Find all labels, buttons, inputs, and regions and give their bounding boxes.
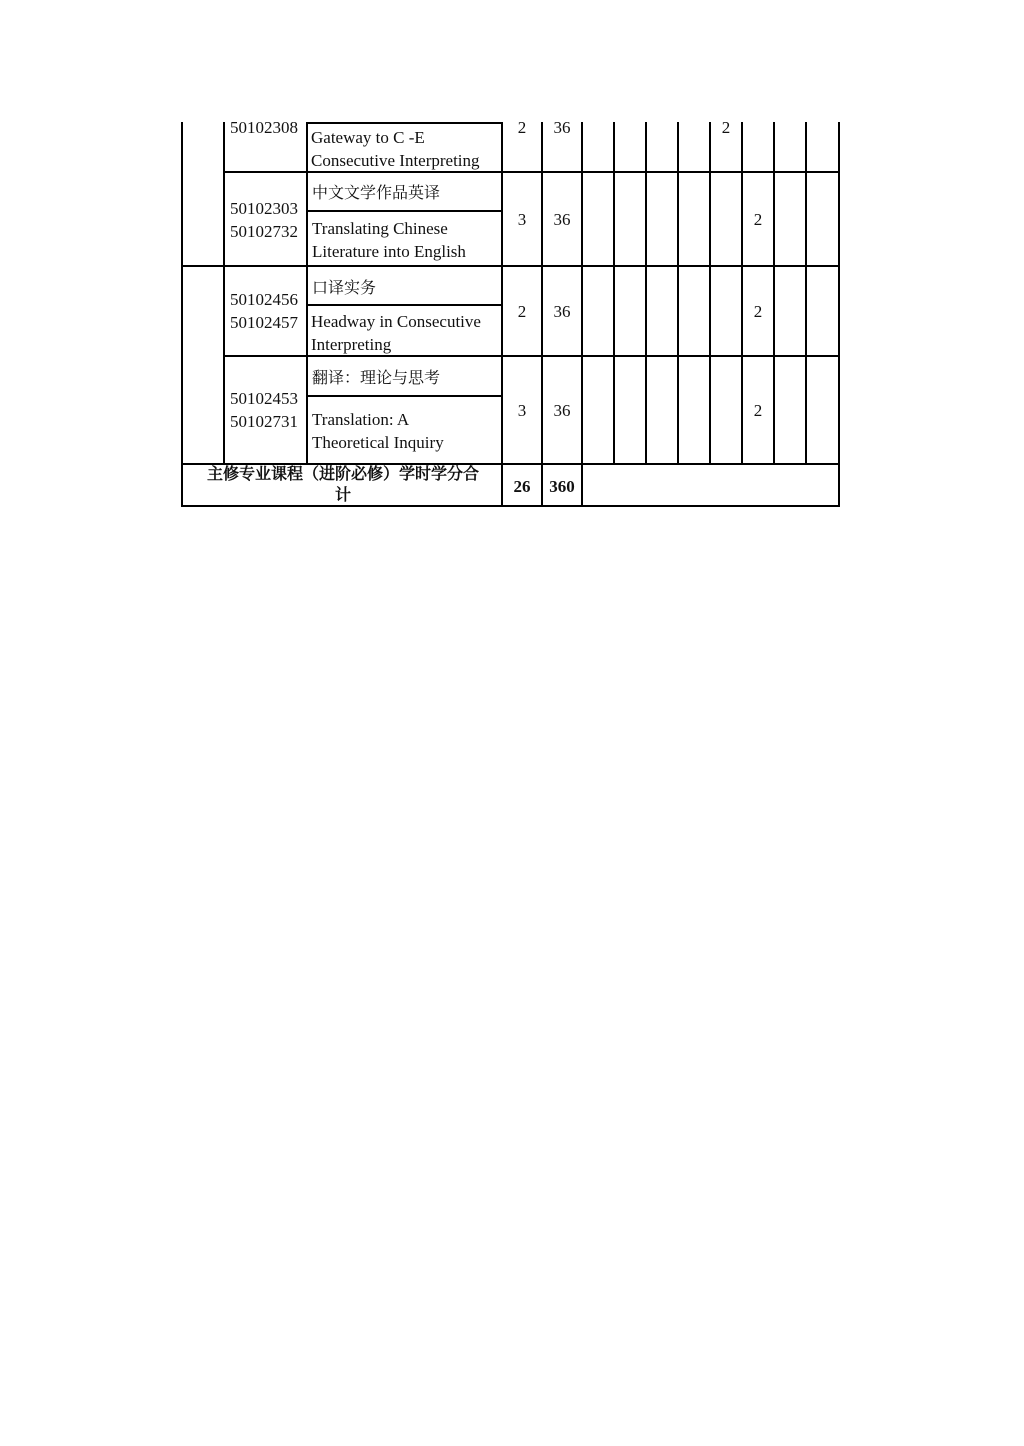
semester-value: 2 [753, 210, 763, 229]
semester-divider-1 [613, 122, 615, 464]
course-code: 50102457 [230, 313, 298, 332]
course-title-en-line2: Consecutive Interpreting [311, 151, 480, 170]
semester-divider-4 [709, 122, 711, 464]
semester-divider-2 [645, 122, 647, 464]
hours-cell: 36 [553, 118, 571, 137]
table-border-left [181, 122, 183, 507]
course-code: 50102453 [230, 389, 298, 408]
credits-cell: 3 [517, 401, 527, 420]
course-code: 50102303 [230, 199, 298, 218]
credits-cell: 3 [517, 210, 527, 229]
semester-divider-3 [677, 122, 679, 464]
credits-cell: 2 [517, 118, 527, 137]
course-title-zh: 中文文学作品英译 [312, 183, 441, 202]
course-code: 50102456 [230, 290, 298, 309]
total-label-line2: 计 [334, 485, 351, 504]
course-title-en-line1: Translating Chinese [312, 219, 448, 238]
course-title-en-line2: Theoretical Inquiry [312, 433, 444, 452]
group-divider [223, 122, 225, 464]
hours-cell: 36 [553, 210, 571, 229]
title-split-row2 [306, 210, 502, 212]
course-code: 50102308 [230, 118, 298, 137]
semester-divider-7 [805, 122, 807, 464]
semester-value: 2 [753, 302, 763, 321]
total-label [184, 463, 502, 505]
course-title-en-line1: Headway in Consecutive [311, 312, 481, 331]
course-title-en-line1: Translation: A [312, 410, 410, 429]
title-split-row3 [306, 304, 502, 306]
table-border-right [838, 122, 840, 507]
row-divider-2 [181, 265, 840, 267]
course-title-zh: 翻译：理论与思考 [312, 368, 441, 387]
total-label-line1: 主修专业课程（进阶必修）学时学分合 [206, 464, 479, 483]
title-split-row1 [306, 122, 502, 124]
course-code: 50102732 [230, 222, 298, 241]
total-credits: 26 [513, 477, 531, 496]
table-border-bottom [181, 505, 840, 507]
total-hours: 360 [549, 477, 575, 496]
course-title-en-line2: Interpreting [311, 335, 392, 354]
course-code: 50102731 [230, 412, 298, 431]
hours-divider [581, 122, 583, 507]
credits-cell: 2 [517, 302, 527, 321]
course-title-en-line2: Literature into English [312, 242, 466, 261]
code-divider [306, 122, 308, 464]
semester-value: 2 [721, 118, 731, 137]
semester-divider-6 [773, 122, 775, 464]
title-split-row4 [306, 395, 502, 397]
hours-cell: 36 [553, 302, 571, 321]
course-title-en-line1: Gateway to C -E [311, 128, 425, 147]
hours-cell: 36 [553, 401, 571, 420]
course-title-zh: 口译实务 [312, 278, 377, 297]
semester-value: 2 [753, 401, 763, 420]
